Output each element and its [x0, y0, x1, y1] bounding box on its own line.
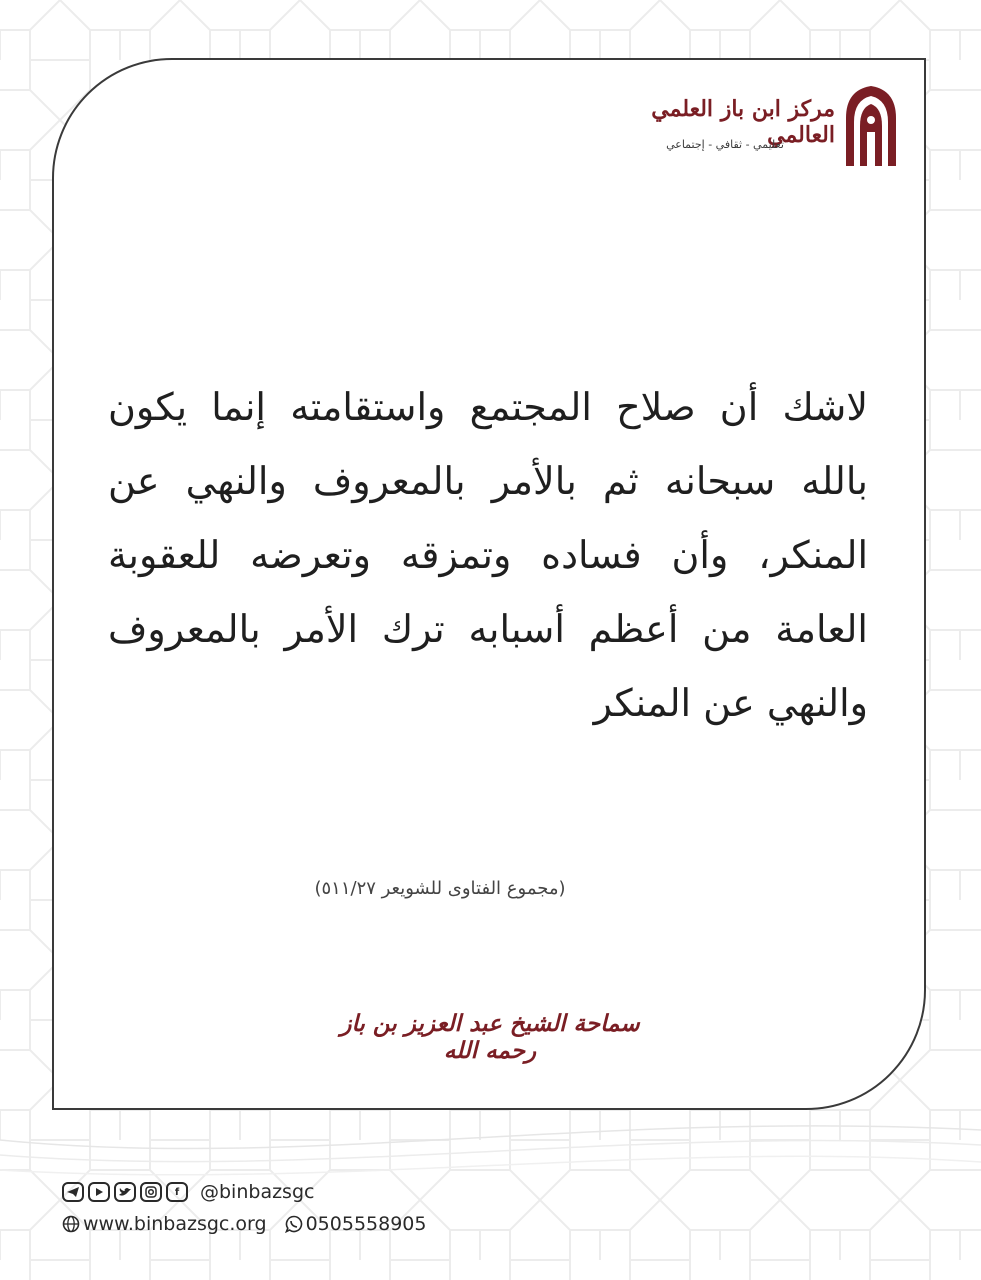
- twitter-icon[interactable]: [114, 1182, 136, 1202]
- signature-calligraphy: سماحة الشيخ عبد العزيز بن باز رحمه الله: [340, 1010, 640, 1064]
- contact-info: [62, 1212, 426, 1236]
- mosque-arch-icon: [842, 84, 900, 166]
- social-handle[interactable]: @binbazsgc: [200, 1181, 315, 1203]
- phone-number[interactable]: 0505558905: [305, 1213, 427, 1235]
- website-link[interactable]: www.binbazsgc.org: [83, 1213, 267, 1235]
- logo-name: مركز ابن باز العلمي العالمي: [651, 96, 835, 148]
- citation: (مجموع الفتاوى للشويعر ٥١١/٢٧): [314, 878, 566, 899]
- social-links: [62, 1180, 314, 1204]
- logo-tagline: تعليمي - ثقافي - إجتماعي: [666, 138, 784, 151]
- youtube-icon[interactable]: [88, 1182, 110, 1202]
- center-logo: [620, 84, 900, 174]
- quote-text: لاشك أن صلاح المجتمع واستقامته إنما يكون بالله سبحانه ثم بالأمر بالمعروف والنهي عن المنكر، وأن فساده وتمزقه وتعرضه للعقوبة العامة من أعظم أسبابه ترك الأمر بالمعروف والنهي عن المنكر: [108, 385, 868, 725]
- instagram-icon[interactable]: [140, 1182, 162, 1202]
- telegram-icon[interactable]: [62, 1182, 84, 1202]
- whatsapp-icon: [285, 1215, 303, 1233]
- facebook-icon[interactable]: f: [166, 1182, 188, 1202]
- globe-icon: [62, 1215, 80, 1233]
